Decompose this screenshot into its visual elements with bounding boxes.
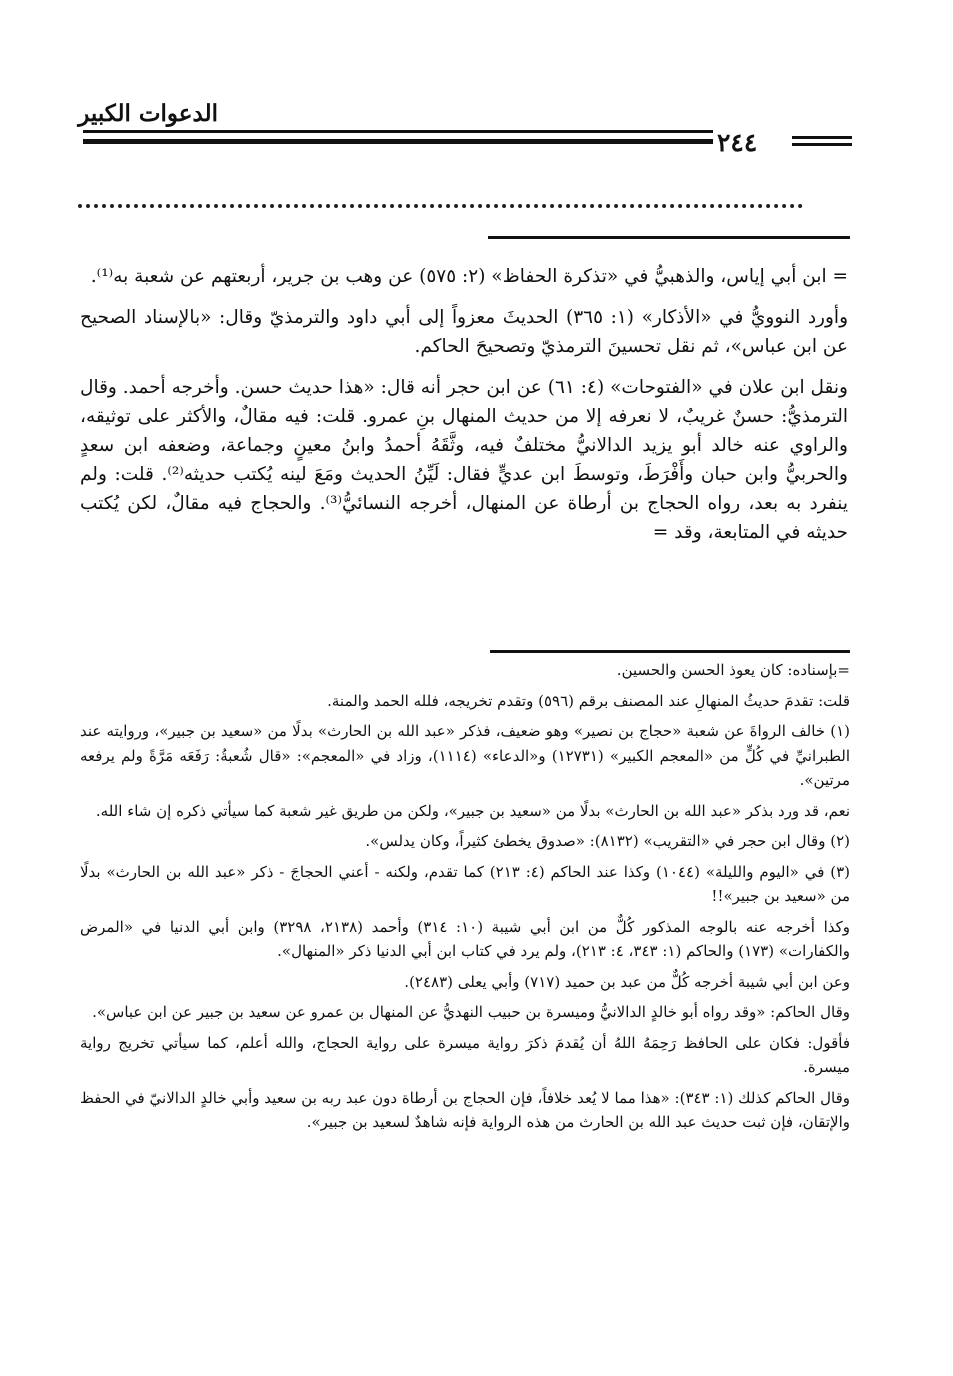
footnotes <box>80 658 850 1141</box>
footnote-line: قلت: تقدمَ حديثُ المنهالِ عند المصنف برقم (٥٩٦) وتقدم تخريجه، فلله الحمد والمنة. <box>327 691 850 710</box>
footnote-3: (٣) في «اليوم والليلة» (١٠٤٤) وكذا عند الحاكم (٤: ٢١٣) كما تقدم، ولكنه - أعني الحجاجَ - ذكر «عبد الله بن الحارث» بدلًا من «سعيد بن جبير»!! <box>80 862 851 905</box>
header-rule-top <box>83 130 713 133</box>
body-paragraph: وأورد النوويُّ في «الأذكار» (١: ٣٦٥) الحديثَ معزواً إلى أبي داود والترمذيّ وقال: «بالإسناد الصحيح عن ابن عباس»، ثم نقل تحسينَ الترمذيّ وتصحيحَ الحاكم. <box>80 307 848 357</box>
body-paragraph: ونقل ابن علان في «الفتوحات» (٤: ٦١) عن ابن حجر أنه قال: «هذا حديث حسن. وأخرجه أحمد. وقال الترمذيُّ: حسنٌ غريبٌ، لا نعرفه إلا من حديث المنهال بنِ عمرو. قلت: فيه مقالٌ، والأكثر على توثيقه، والراوي عنه خالد أبو يزيد الدالانيُّ مختلفٌ فيه، وثَّقَهُ أحمدُ وابنُ معينٍ وجماعة، وضعفه ابن سعدٍ والحربيُّ وابن حبان وأَفْرَطَ، وتوسطَ ابن عديٍّ فقال: لَيِّنُ الحديث ومَعَ لينه يُكتب حديثه⁽²⁾. قلت: ولم ينفرد به بعد، رواه الحجاج بن أرطاة عن المنهال، أخرجه النسائيُّ⁽³⁾. والحجاج فيه مقالٌ، لكن يُكتب حديثه في المتابعة، وقد = <box>80 377 848 543</box>
footnote-line: =بإسناده: كان يعوذ الحسن والحسين. <box>616 661 850 679</box>
main-text <box>80 262 848 559</box>
body-paragraph: = ابن أبي إياس، والذهبيُّ في «تذكرة الحفاظ» (٢: ٥٧٥) عن وهب بن جرير، أربعتهم عن شعبة به⁽¹⁾. <box>90 266 848 287</box>
header-rule-right-2 <box>792 143 852 146</box>
footnote-line: وكذا أخرجه عنه بالوجه المذكور كُلٌّ من ابن أبي شيبة (١٠: ٣١٤) وأحمد (٢١٣٨، ٣٢٩٨) وابن أبي الدنيا في «المرض والكفارات» (١٧٣) والحاكم (١: ٣٤٣، ٤: ٢١٣)، ولم يرد في كتاب ابن أبي الدنيا ذكر «المنهال». <box>80 917 850 960</box>
footnote-line: نعم، قد ورد بذكر «عبد الله بن الحارث» بدلًا من «سعيد بن جبير»، ولكن من طريق غير شعبة كما سيأتي ذكره إن شاء الله. <box>95 801 850 820</box>
footnote-separator <box>490 650 850 653</box>
footnote-2: (٢) وقال ابن حجر في «التقريب» (٨١٣٢): «صدوق يخطئ كثيراً، وكان يدلس». <box>365 832 850 850</box>
page-number: ٢٤٤ <box>717 128 758 157</box>
body-top-rule <box>488 236 850 239</box>
running-header-title: الدعوات الكبير <box>78 100 218 127</box>
header-rule-bottom <box>83 139 713 144</box>
header-rule-right-1 <box>792 136 852 139</box>
footnote-line: وقال الحاكم كذلك (١: ٣٤٣): «هذا مما لا يُعد خلافاً، فإن الحجاج بن أرطاة دون عبد ربه بن سعيد وأبي خالدٍ الدالانيّ في الحفظ والإتقان، فإن ثبت حديث عبد الله بن الحارث من هذه الرواية فإنه شاهدٌ لسعيد بن جبير». <box>80 1088 850 1131</box>
footnote-1: (١) خالف الرواةَ عن شعبة «حجاج بن نصير» وهو ضعيف، فذكر «عبد الله بن الحارث» بدلًا من «سعيد بن جبير»، وروايته عند الطبرانيِّ في كُلٍّ من «المعجم الكبير» (١٢٧٣١) و«الدعاء» (١١١٤)، وزاد في «المعجم»: «قال شُعبةُ: رَفَعَه مَرَّةً ولم يرفعه مرتين». <box>80 722 850 789</box>
footnote-line: وعن ابن أبي شيبة أخرجه كُلٌّ من عبد بن حميد (٧١٧) وأبي يعلى (٢٤٨٣). <box>404 972 850 991</box>
dotted-separator <box>78 204 803 208</box>
footnote-line: فأقول: فكان على الحافظ رَحِمَهُ اللهُ أن يُقدمَ ذكرَ رواية ميسرة على رواية الحجاج، والله أعلم، كما سيأتي تخريج رواية ميسرة. <box>80 1033 850 1076</box>
footnote-line: وقال الحاكم: «وقد رواه أبو خالدٍ الدالانيُّ وميسرة بن حبيب النهديُّ عن المنهال بن عمرو عن سعيد بن جبير عن ابن عباس». <box>92 1003 850 1021</box>
